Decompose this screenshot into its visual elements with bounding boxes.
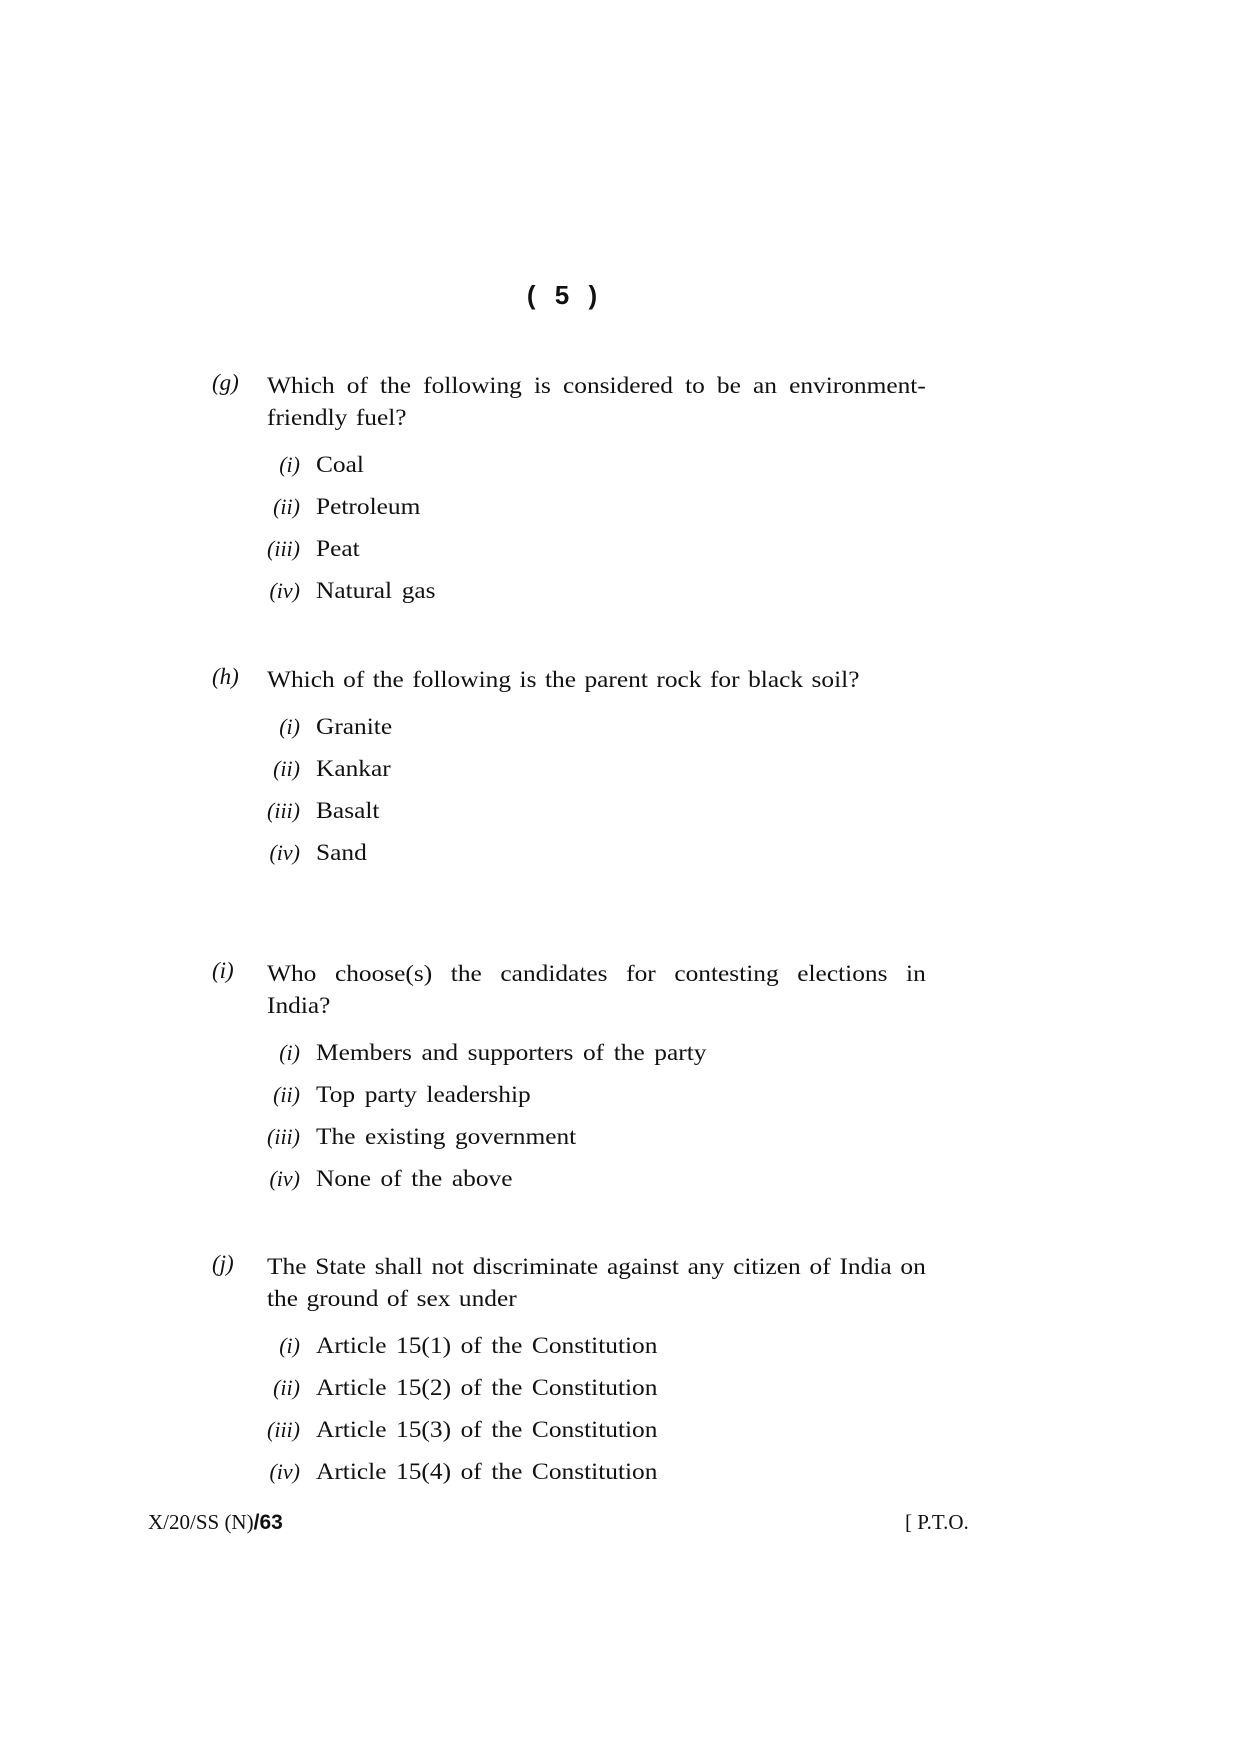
- question-g: [212, 370, 924, 612]
- option-text: Sand: [316, 840, 367, 866]
- option-label: (iv): [269, 578, 300, 603]
- option-label: (iii): [267, 1417, 300, 1442]
- options-list: [212, 706, 924, 874]
- question-h: [212, 664, 924, 874]
- paper-code: [148, 1510, 283, 1535]
- paper-code-number: /63: [253, 1511, 283, 1534]
- option-label: (iii): [267, 536, 300, 561]
- option-item: [212, 528, 924, 570]
- option-item: [212, 444, 924, 486]
- option-label: (iii): [267, 798, 300, 823]
- option-label: (i): [279, 452, 300, 477]
- option-item: [212, 1325, 924, 1367]
- option-label: (iii): [267, 1124, 300, 1149]
- option-item: [212, 832, 924, 874]
- question-j: [212, 1251, 924, 1493]
- option-text: Kankar: [316, 756, 391, 782]
- option-text: Basalt: [316, 798, 380, 824]
- option-label: (ii): [273, 494, 300, 519]
- question-label: (i): [212, 958, 234, 983]
- option-text: Article 15(2) of the Constitution: [316, 1375, 658, 1401]
- option-item: [212, 706, 924, 748]
- option-text: The existing government: [316, 1124, 577, 1150]
- option-text: Article 15(3) of the Constitution: [316, 1417, 658, 1443]
- option-item: [212, 1451, 924, 1493]
- question-label: (g): [212, 370, 239, 395]
- option-label: (ii): [273, 1375, 300, 1400]
- option-item: [212, 1158, 924, 1200]
- option-item: [212, 1367, 924, 1409]
- option-item: [212, 748, 924, 790]
- option-item: [212, 790, 924, 832]
- option-text: Granite: [316, 714, 393, 740]
- question-text: Which of the following is the parent rock for black soil?: [267, 667, 860, 693]
- option-label: (i): [279, 1040, 300, 1065]
- options-list: [212, 444, 924, 612]
- option-item: [212, 570, 924, 612]
- options-list: [212, 1032, 924, 1200]
- option-item: [212, 1116, 924, 1158]
- option-label: (iv): [269, 1459, 300, 1484]
- option-text: Top party leadership: [316, 1082, 531, 1108]
- option-text: Peat: [316, 536, 360, 562]
- option-item: [212, 1409, 924, 1451]
- option-text: Petroleum: [316, 494, 421, 520]
- question-text: Which of the following is considered to be an environment-friendly fuel?: [267, 373, 926, 431]
- options-list: [212, 1325, 924, 1493]
- page-number: ( 5 ): [526, 280, 604, 310]
- question-text: The State shall not discriminate against any citizen of India on the ground of sex under: [267, 1254, 926, 1312]
- option-label: (i): [279, 714, 300, 739]
- option-label: (iv): [269, 840, 300, 865]
- option-item: [212, 1074, 924, 1116]
- question-text: Who choose(s) the candidates for contesting elections in India?: [267, 961, 926, 1019]
- please-turn-over: [ P.T.O.: [905, 1510, 969, 1534]
- paper-code-prefix: X/20/SS (N): [148, 1510, 254, 1534]
- option-label: (ii): [273, 756, 300, 781]
- option-label: (iv): [269, 1166, 300, 1191]
- option-item: [212, 486, 924, 528]
- option-text: Article 15(4) of the Constitution: [316, 1459, 658, 1485]
- question-i: [212, 958, 924, 1200]
- option-text: Coal: [316, 452, 364, 478]
- option-text: Article 15(1) of the Constitution: [316, 1333, 658, 1359]
- question-label: (h): [212, 664, 239, 689]
- option-text: Members and supporters of the party: [316, 1040, 707, 1066]
- option-text: None of the above: [316, 1166, 513, 1192]
- question-label: (j): [212, 1251, 234, 1276]
- option-label: (ii): [273, 1082, 300, 1107]
- option-item: [212, 1032, 924, 1074]
- option-text: Natural gas: [316, 578, 436, 604]
- option-label: (i): [279, 1333, 300, 1358]
